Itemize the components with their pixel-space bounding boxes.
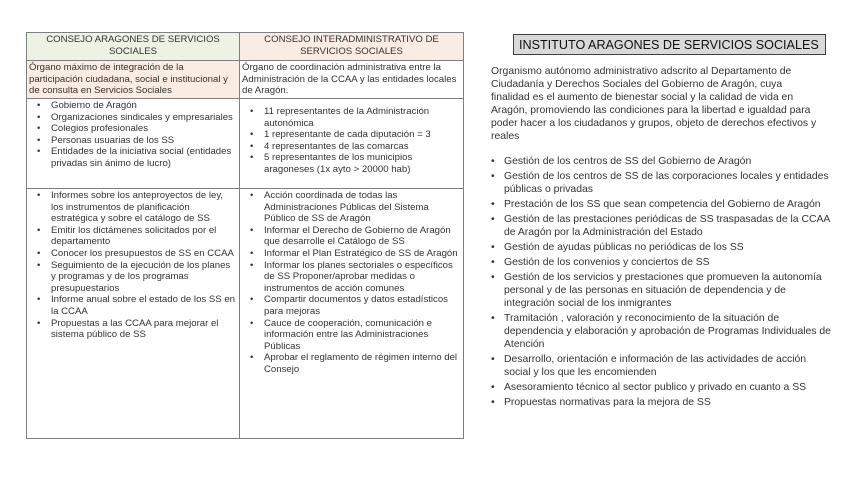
list-item-text: Entidades de la iniciativa social (entidades privadas sin ánimo de lucro) <box>51 146 232 169</box>
list-item-text: 4 representantes de las comarcas <box>264 140 409 152</box>
list-item <box>30 112 236 124</box>
bullet-icon: • <box>250 190 254 201</box>
bullet-icon: • <box>37 123 41 135</box>
list-item-text: Conocer los presupuestos de SS en CCAA <box>51 247 234 259</box>
list-item-text: Gestión de las prestaciones periódicas de SS traspasadas de la CCAA de Aragón por la Administración del Estado <box>504 214 830 239</box>
bullet-icon: • <box>491 354 495 366</box>
list-item <box>30 248 236 260</box>
list-item-text: 5 representantes de los municipios aragoneses (1x ayto > 20000 hab) <box>264 152 413 175</box>
bullet-icon: • <box>37 247 41 259</box>
list-item-text: Acción coordinada de todas las Administraciones Públicas del Sistema Público de SS de Aragón <box>264 190 429 225</box>
list-item-text: Informar el Plan Estratégico de SS de Aragón <box>264 247 458 259</box>
functions-right-list <box>243 190 460 376</box>
bullet-icon: • <box>37 111 41 123</box>
list-item-text: Aprobar el reglamento de régimen interno del Consejo <box>264 352 458 375</box>
list-item-text: Gestión de los centros de SS del Gobierno de Aragón <box>504 156 752 167</box>
list-item <box>243 352 460 375</box>
bullet-icon: • <box>250 317 254 329</box>
bullet-icon: • <box>491 272 495 284</box>
bullet-icon: • <box>37 146 41 158</box>
table-functions-row <box>27 189 464 439</box>
table-members-row <box>27 99 464 189</box>
list-item <box>243 141 460 153</box>
list-item <box>243 152 460 175</box>
bullet-icon: • <box>491 242 495 254</box>
list-item <box>491 257 831 270</box>
list-item <box>491 354 831 380</box>
list-item <box>243 260 460 295</box>
list-item <box>491 397 831 410</box>
list-item-text: Personas usuarias de los SS <box>51 134 175 146</box>
list-item-text: Gestión de ayudas públicas no periódicas de los SS <box>504 242 744 254</box>
table-description-row <box>27 61 464 99</box>
header-consejo-interadministrativo: CONSEJO INTERADMINISTRATIVO DE SERVICIOS SOCIALES <box>240 33 464 61</box>
bullet-icon: • <box>37 259 41 271</box>
list-item <box>243 190 460 225</box>
bullet-icon: • <box>491 397 495 409</box>
list-item <box>243 129 460 141</box>
functions-left-cell <box>27 189 240 439</box>
members-right-list <box>243 106 460 176</box>
list-item <box>491 242 831 255</box>
members-left-list <box>30 100 236 170</box>
list-item <box>491 199 831 212</box>
councils-comparison-table-wrapper <box>26 32 463 439</box>
list-item <box>491 171 831 197</box>
list-item-text: Emitir los dictámenes solicitados por el departamento <box>51 224 217 248</box>
list-item-text: Informes sobre los anteproyectos de ley, los instrumentos de planificación estratégica y sobre el catálogo de SS <box>51 190 224 225</box>
bullet-icon: • <box>250 352 254 364</box>
list-item <box>243 248 460 260</box>
list-item-text: Gestión de los centros de SS de las corporaciones locales y entidades públicas o privadas <box>504 171 829 195</box>
bullet-icon: • <box>250 106 254 117</box>
list-item <box>491 214 831 240</box>
list-item <box>491 382 831 395</box>
bullet-icon: • <box>37 134 41 146</box>
list-item-text: 11 representantes de la Administración autonómica <box>264 106 430 129</box>
bullet-icon: • <box>250 294 254 306</box>
list-item <box>243 294 460 317</box>
list-item-text: Gestión de los servicios y prestaciones que promueven la autonomía personal y de las personas en situación de dependencia y de integración social de los inmigrantes <box>504 272 822 310</box>
list-item <box>243 106 460 129</box>
bullet-icon: • <box>250 140 254 152</box>
members-left-cell <box>27 99 240 189</box>
list-item <box>30 100 236 112</box>
bullet-icon: • <box>37 190 41 201</box>
list-item-text: Desarrollo, orientación e información de las actividades de acción social y los que les encomienden <box>504 354 807 379</box>
description-consejo-aragones: Órgano máximo de integración de la participación ciudadana, social e institucional y de consulta en Servicios Sociales <box>27 61 240 99</box>
members-right-cell <box>240 99 464 189</box>
header-consejo-aragones: CONSEJO ARAGONES DE SERVICIOS SOCIALES <box>27 33 240 61</box>
list-item <box>30 294 236 317</box>
councils-comparison-table <box>26 32 464 439</box>
bullet-icon: • <box>37 317 41 329</box>
list-item <box>243 318 460 353</box>
list-item <box>243 225 460 248</box>
bullet-icon: • <box>250 259 254 271</box>
bullet-icon: • <box>250 224 254 236</box>
institute-functions-list <box>491 156 831 412</box>
table-header-row <box>27 33 464 61</box>
list-item-text: Organizaciones sindicales y empresariales <box>51 111 233 123</box>
institute-title: INSTITUTO ARAGONES DE SERVICIOS SOCIALES <box>513 34 826 55</box>
bullet-icon: • <box>250 129 254 141</box>
list-item <box>491 313 831 352</box>
list-item <box>30 318 236 341</box>
bullet-icon: • <box>491 171 495 183</box>
bullet-icon: • <box>491 199 495 211</box>
list-item <box>30 260 236 295</box>
description-consejo-interadministrativo: Órgano de coordinación administrativa entre la Administración de la CCAA y las entidades locales de Aragón. <box>240 61 464 99</box>
list-item-text: 1 representante de cada diputación = 3 <box>264 129 431 141</box>
bullet-icon: • <box>491 156 495 167</box>
list-item-text: Gestión de los convenios y conciertos de SS <box>504 257 710 269</box>
list-item-text: Propuestas a las CCAA para mejorar el sistema público de SS <box>51 317 219 341</box>
list-item <box>491 272 831 311</box>
bullet-icon: • <box>37 100 41 111</box>
bullet-icon: • <box>491 214 495 226</box>
bullet-icon: • <box>491 257 495 269</box>
list-item <box>30 123 236 135</box>
bullet-icon: • <box>491 382 495 394</box>
list-item-text: Tramitación , valoración y reconocimiento de la situación de dependencia y elaboración y aprobación de Programas Individuales de Atención <box>504 313 831 351</box>
institute-description: Organismo autónomo administrativo adscrito al Departamento de Ciudadanía y Derechos Sociales del Gobierno de Aragón, cuya finalidad es el aumento de bienestar social y la calidad de vida en Aragón, promoviendo las condiciones para la libertad e igualdad para poder hacer a los ciudadanos y grupos, objeto de derechos efectivos y reales <box>491 66 817 142</box>
list-item <box>491 156 831 169</box>
bullet-icon: • <box>250 247 254 259</box>
list-item-text: Propuestas normativas para la mejora de SS <box>504 397 711 409</box>
bullet-icon: • <box>250 152 254 164</box>
list-item-text: Colegios profesionales <box>51 123 149 135</box>
list-item <box>30 135 236 147</box>
bullet-icon: • <box>491 313 495 325</box>
list-item-text: Informe anual sobre el estado de los SS en la CCAA <box>51 294 235 317</box>
list-item-text: Asesoramiento técnico al sector publico y privado en cuanto a SS <box>504 382 807 394</box>
list-item-text: Informar los planes sectoriales o específicos de SS Proponer/aprobar medidas o instrumentos de acción comunes <box>264 259 453 294</box>
bullet-icon: • <box>37 224 41 236</box>
list-item-text: Compartir documentos y datos estadísticos para mejoras <box>264 294 448 317</box>
list-item <box>30 225 236 248</box>
list-item-text: Cauce de cooperación, comunicación e información entre las Administraciones Públicas <box>264 317 432 352</box>
list-item-text: Gobierno de Aragón <box>51 100 137 111</box>
list-item-text: Seguimiento de la ejecución de los planes y programas y de los programas presupuestarios <box>51 259 231 294</box>
list-item <box>30 190 236 225</box>
functions-right-cell <box>240 189 464 439</box>
functions-left-list <box>30 190 236 341</box>
list-item <box>30 146 236 169</box>
list-item-text: Prestación de los SS que sean competencia del Gobierno de Aragón <box>504 199 821 211</box>
list-item-text: Informar el Derecho de Gobierno de Aragón que desarrolle el Catálogo de SS <box>264 224 451 248</box>
bullet-icon: • <box>37 294 41 306</box>
